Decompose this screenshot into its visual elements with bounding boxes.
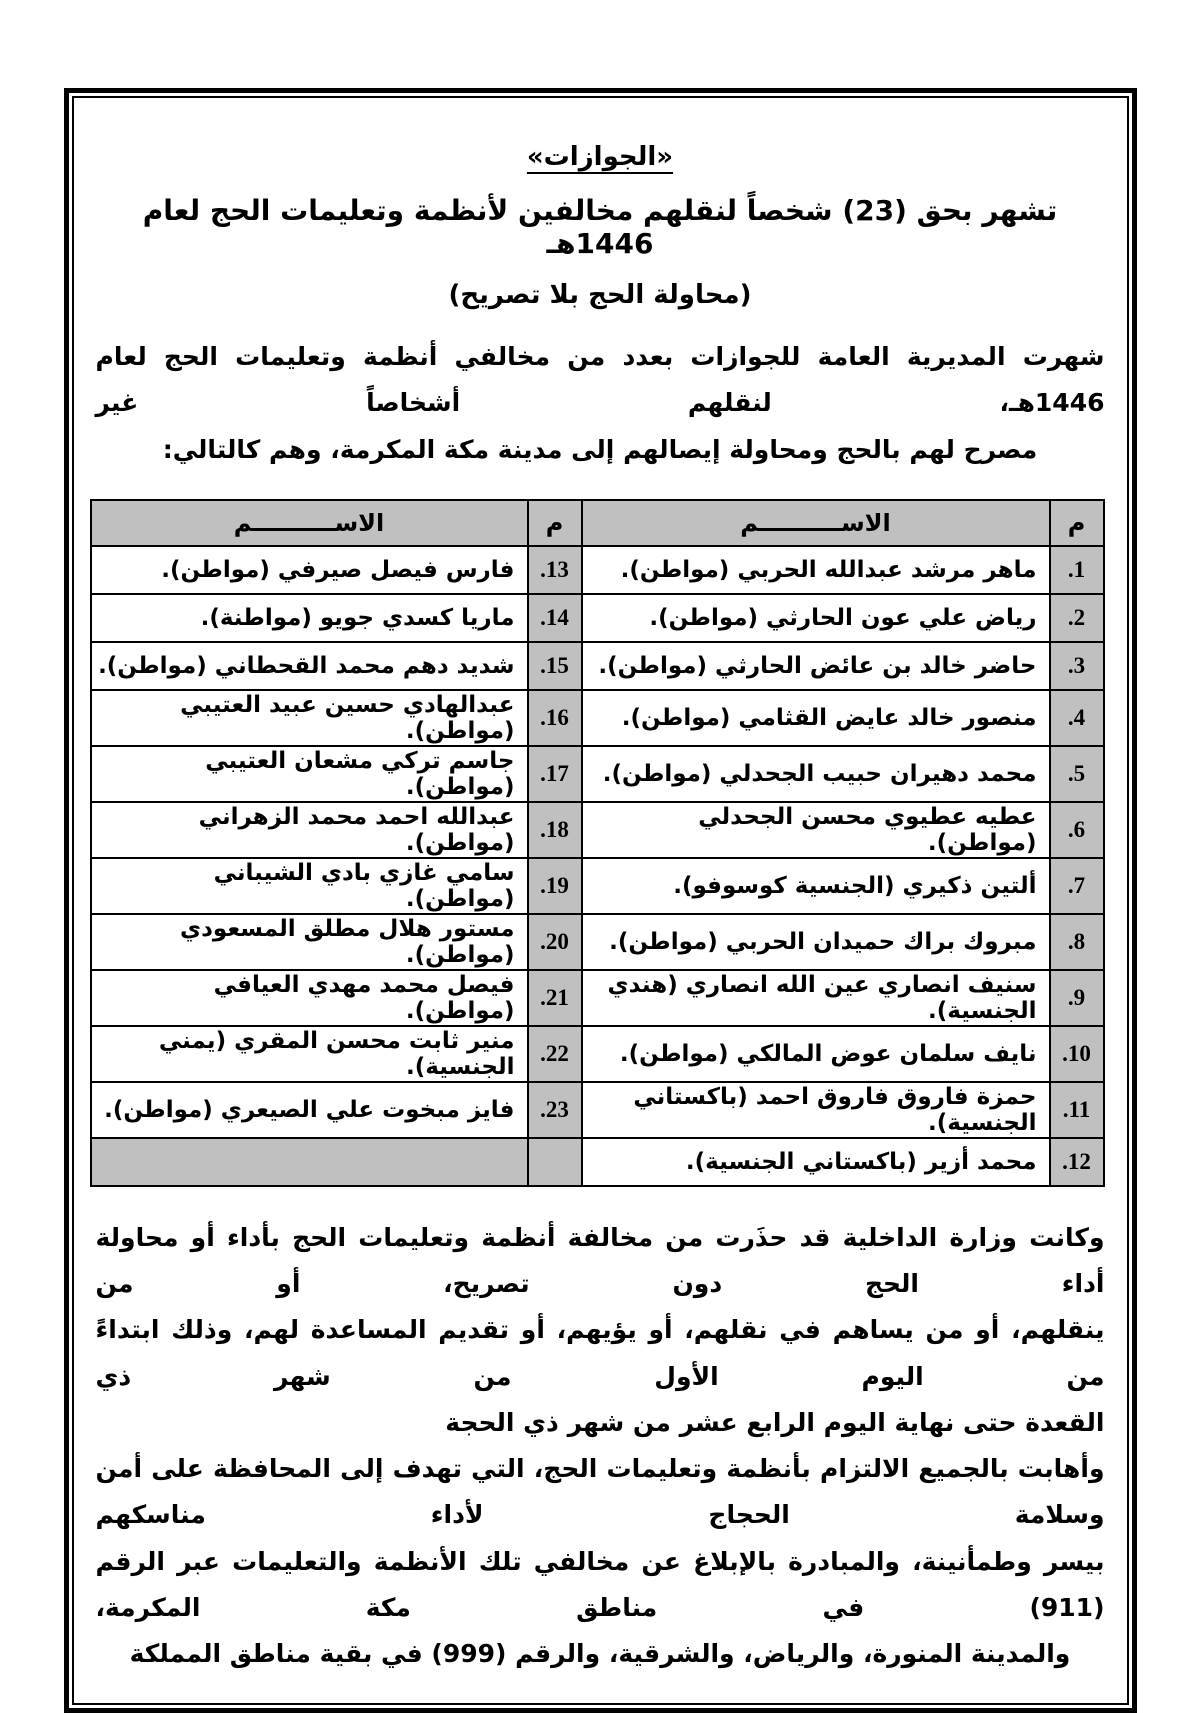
document-frame	[64, 88, 1137, 1713]
row-name-cell: ماهر مرشد عبدالله الحربي (مواطن).	[582, 546, 1050, 594]
row-name-cell: نايف سلمان عوض المالكي (مواطن).	[582, 1026, 1050, 1082]
appeal-paragraph	[96, 1446, 1105, 1677]
table-row	[91, 802, 1104, 858]
row-name-cell: مستور هلال مطلق المسعودي (مواطن).	[91, 914, 528, 970]
row-number-cell: 13.	[528, 546, 582, 594]
row-number-cell: 12.	[1050, 1138, 1104, 1186]
subtitle: (محاولة الحج بلا تصريح)	[448, 280, 752, 310]
row-name-cell: رياض علي عون الحارثي (مواطن).	[582, 594, 1050, 642]
table-row	[91, 970, 1104, 1026]
headline: تشهر بحق (23) شخصاً لنقلهم مخالفين لأنظمة وتعليمات الحج لعام 1446هـ	[142, 194, 1058, 260]
row-name-cell: سامي غازي بادي الشيباني (مواطن).	[91, 858, 528, 914]
header-number-cell: م	[528, 500, 582, 546]
row-name-cell: محمد أزير (باكستاني الجنسية).	[582, 1138, 1050, 1186]
row-name-cell: منير ثابت محسن المقري (يمني الجنسية).	[91, 1026, 528, 1082]
row-name-cell: مبروك براك حميدان الحربي (مواطن).	[582, 914, 1050, 970]
document-inner-frame	[72, 96, 1129, 1705]
row-number-cell: 10.	[1050, 1026, 1104, 1082]
row-number-cell: 6.	[1050, 802, 1104, 858]
row-number-cell: 7.	[1050, 858, 1104, 914]
table-row	[91, 546, 1104, 594]
row-name-cell: فايز مبخوت علي الصيعري (مواطن).	[91, 1082, 528, 1138]
row-name-cell: جاسم تركي مشعان العتيبي (مواطن).	[91, 746, 528, 802]
appeal-line: وأهابت بالجميع الالتزام بأنظمة وتعليمات الحج، التي تهدف إلى المحافظة على أمن وسلامة الحجاج لأداء مناسكهم	[95, 1454, 1105, 1530]
warning-line: ينقلهم، أو من يساهم في نقلهم، أو يؤيهم، أو تقديم المساعدة لهم، وذلك ابتداءً من اليوم الأول من شهر ذي	[95, 1315, 1105, 1391]
row-number-cell: 5.	[1050, 746, 1104, 802]
header-number-cell: م	[1050, 500, 1104, 546]
row-name-cell: محمد دهيران حبيب الجحدلي (مواطن).	[582, 746, 1050, 802]
intro-line: مصرح لهم بالحج ومحاولة إيصالهم إلى مدينة مكة المكرمة، وهم كالتالي:	[162, 434, 1038, 464]
row-number-cell: 17.	[528, 746, 582, 802]
row-name-cell: شديد دهم محمد القحطاني (مواطن).	[91, 642, 528, 690]
header-name-cell: الاســــــــــم	[91, 500, 528, 546]
row-number-cell: 20.	[528, 914, 582, 970]
row-number-cell: 14.	[528, 594, 582, 642]
document-content	[96, 142, 1105, 1677]
table-row	[91, 1026, 1104, 1082]
table-row	[91, 746, 1104, 802]
row-number-cell: 16.	[528, 690, 582, 746]
row-number-cell: 1.	[1050, 546, 1104, 594]
intro-line: شهرت المديرية العامة للجوازات بعدد من مخالفي أنظمة وتعليمات الحج لعام 1446هـ، لنقلهم أشخاصاً غير	[95, 342, 1105, 418]
table-row	[91, 642, 1104, 690]
row-number-cell: 22.	[528, 1026, 582, 1082]
appeal-line: والمدينة المنورة، والرياض، والشرقية، والرقم (999) في بقية مناطق المملكة	[129, 1639, 1071, 1668]
row-number-cell: 9.	[1050, 970, 1104, 1026]
intro-paragraph	[96, 334, 1105, 473]
row-name-cell: سنيف انصاري عين الله انصاري (هندي الجنسية).	[582, 970, 1050, 1026]
document-source-title	[96, 142, 1105, 172]
row-number-cell: 15.	[528, 642, 582, 690]
row-name-cell: عطيه عطيوي محسن الجحدلي (مواطن).	[582, 802, 1050, 858]
warning-paragraph	[96, 1215, 1105, 1446]
source-title-text: «الجوازات»	[526, 142, 674, 172]
table-row	[91, 690, 1104, 746]
row-name-cell: فيصل محمد مهدي العيافي (مواطن).	[91, 970, 528, 1026]
row-number-cell: 2.	[1050, 594, 1104, 642]
row-name-cell: عبدالله احمد محمد الزهراني (مواطن).	[91, 802, 528, 858]
header-name-cell: الاســــــــــم	[582, 500, 1050, 546]
row-number-cell: 3.	[1050, 642, 1104, 690]
row-number-cell: 18.	[528, 802, 582, 858]
row-name-cell: عبدالهادي حسين عبيد العتيبي (مواطن).	[91, 690, 528, 746]
warning-line: القعدة حتى نهاية اليوم الرابع عشر من شهر ذي الحجة	[445, 1407, 1105, 1437]
appeal-line: بيسر وطمأنينة، والمبادرة بالإبلاغ عن مخالفي تلك الأنظمة والتعليمات عبر الرقم (911) في مناطق مكة المكرمة،	[95, 1546, 1105, 1622]
row-name-cell-empty	[91, 1138, 528, 1186]
warning-line: وكانت وزارة الداخلية قد حذَرت من مخالفة أنظمة وتعليمات الحج بأداء أو محاولة أداء الحج دون تصريح، أو من	[95, 1222, 1105, 1298]
row-number-cell: 11.	[1050, 1082, 1104, 1138]
row-name-cell: فارس فيصل صيرفي (مواطن).	[91, 546, 528, 594]
table-row	[91, 594, 1104, 642]
table-row	[91, 914, 1104, 970]
row-name-cell: منصور خالد عايض القثامي (مواطن).	[582, 690, 1050, 746]
row-name-cell: ألتين ذكيري (الجنسية كوسوفو).	[582, 858, 1050, 914]
footer-paragraphs	[96, 1215, 1105, 1678]
row-number-cell: 23.	[528, 1082, 582, 1138]
violators-table	[90, 499, 1105, 1187]
row-number-cell: 4.	[1050, 690, 1104, 746]
row-number-cell: 21.	[528, 970, 582, 1026]
table-row	[91, 1138, 1104, 1186]
row-number-cell-empty	[528, 1138, 582, 1186]
row-name-cell: حمزة فاروق فاروق احمد (باكستاني الجنسية).	[582, 1082, 1050, 1138]
row-name-cell: حاضر خالد بن عائض الحارثي (مواطن).	[582, 642, 1050, 690]
table-header-row	[91, 500, 1104, 546]
table-row	[91, 858, 1104, 914]
row-number-cell: 8.	[1050, 914, 1104, 970]
table-row	[91, 1082, 1104, 1138]
row-name-cell: ماريا كسدي جويو (مواطنة).	[91, 594, 528, 642]
row-number-cell: 19.	[528, 858, 582, 914]
